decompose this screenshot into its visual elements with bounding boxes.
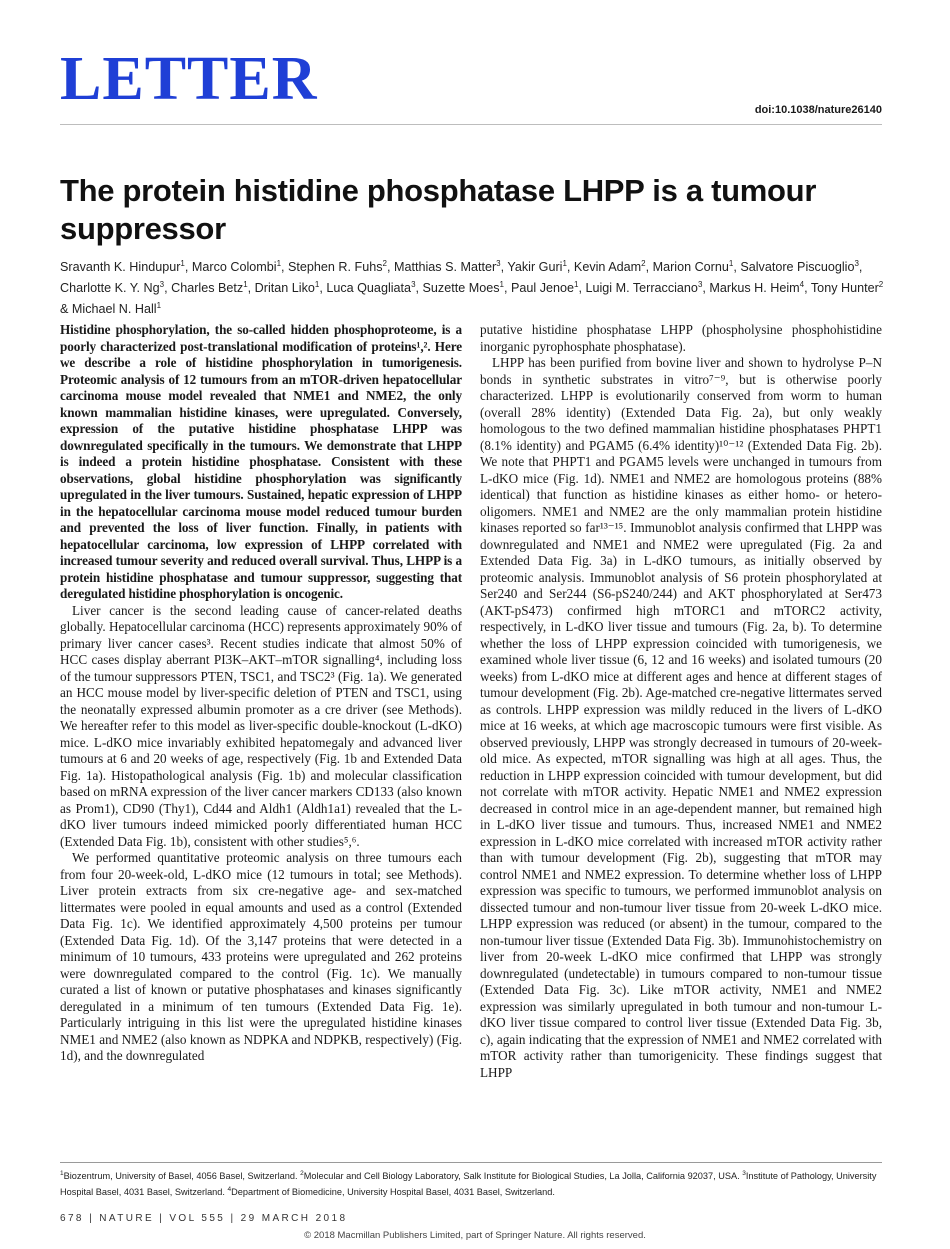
section-label: LETTER [60, 45, 318, 113]
author-name: Stephen R. Fuhs [288, 260, 383, 275]
header-divider [60, 124, 882, 125]
author-affiliation-mark: 2 [878, 280, 884, 290]
author-affiliation-mark: 1 [243, 280, 248, 290]
article-title: The protein histidine phosphatase LHPP is a tumour suppressor [60, 173, 817, 246]
author-affiliation-mark: 1 [499, 280, 504, 290]
footnote-divider [60, 1162, 882, 1163]
author-name: Charlotte K. Y. Ng [60, 281, 160, 296]
author-affiliation-mark: 2 [382, 259, 387, 268]
body-paragraph: We performed quantitative proteomic analysis on three tumours each from four 20-week-old, L-dKO mice (12 tumours in total; see Methods). Liver protein extracts from six cre-negative age- and sex-matched littermates were pooled in equal amounts and used as a control (Extended Data Fig. 1c). We identified approximately 4,500 proteins per tumour (Extended Data Fig. 1d). Of the 3,147 proteins that were detected in a minimum of 10 tumours, 433 proteins were upregulated and 262 proteins were downregulated compared to the control (Fig. 1c). We manually curated a list of known or putative phosphatases and kinases significantly deregulated in a minimum of ten tumours (Extended Data Fig. 1e). Particularly intriguing in this list were the upregulated histidine kinases NME1 and NME2 (also known as NDPKA and NDPKB, respectively) (Fig. 1d), and the downregulated [60, 850, 462, 1063]
author-affiliation-mark: 3 [411, 280, 416, 290]
author-name: Markus H. Heim [709, 281, 800, 296]
affiliation-number: 2 [300, 1170, 304, 1177]
author-name: Yakir Guri [507, 260, 563, 275]
author-name: Charles Betz [171, 281, 244, 296]
body-paragraph: LHPP has been purified from bovine liver and shown to hydrolyse P–N bonds in synthetic substrates in vitro⁷⁻⁹, but is otherwise poorly characterized. LHPP is evolutionarily conserved from worm to human (overall 28% identity) (Extended Data Fig. 2a), but only weakly homologous to the two defined mammalian histidine phosphatases PHPT1 (8.1% identity) and PGAM5 (6.4% identity)¹⁰⁻¹² (Extended Data Fig. 2b). We note that PHPT1 and PGAM5 levels were unchanged in tumours from L-dKO mice (Fig. 1d). NME1 and NME2 are homologous proteins (88% identical) that function as histidine kinases as either homo- or hetero-oligomers. NME1 and NME2 are the only mammalian protein histidine kinases reported so far¹³⁻¹⁵. Immunoblot analysis confirmed that LHPP was downregulated and NME1 and NME2 were upregulated (Fig. 2a and Extended Data Fig. 3a) in L-dKO tumours, as initially observed by proteomic analysis. Immunoblot analysis of S6 protein phosphorylated at Ser240 and Ser244 (S6-pS240/244) and AKT phosphorylated at Ser473 (AKT-pS473) confirmed high mTORC1 and mTORC2 activity, respectively, in L-dKO liver tissue and tumours (Fig. 2a, b). To determine whether the loss of LHPP expression coincided with tumorigenesis, we examined whole liver tissue (6, 12 and 16 weeks) and isolated tumours (20 weeks) from L-dKO mice at different ages and hence at different stages of tumour development (Fig. 2b). Age-matched cre-negative littermates served as controls. LHPP expression was mildly reduced in the livers of L-dKO mice at 16 weeks, at which age macroscopic tumours were first visible. As observed previously, LHPP was strongly decreased in tumours of 20-week-old mice. As expected, mTOR signalling was high at all ages. Thus, the reduction in LHPP expression coincided with tumour development, but did not correlate with mTOR activity. Hepatic NME1 and NME2 expression decreased in control mice in an age-dependent manner, but remained high in L-dKO liver tissue and tumours. Thus, increased NME1 and NME2 expression in L-dKO mice correlated with increased mTOR activity rather than with tumour development (Fig. 2b), suggesting that mTOR may control NME1 and NME2 expression. To determine whether loss of LHPP expression was specific to tumours, we performed immunoblot analysis on dissected tumour and non-tumour liver tissue from 20-week L-dKO mice. LHPP expression was reduced (or absent) in the tumour, compared to the non-tumour liver tissue (Extended Data Fig. 3b). Immunohistochemistry on liver from 20-week L-dKO mice confirmed that LHPP was strongly downregulated (undetectable) in tumours compared to non-tumour tissue (Extended Data Fig. 3c). Like mTOR activity, NME1 and NME2 expression was similarly upregulated in both tumour and non-tumour L-dKO liver tissue compared to control liver tissue (Extended Data Fig. 3b, c), again indicating that the expression of NME1 and NME2 correlated with mTOR activity rather than tumorigenicity. These findings suggest that LHPP [480, 355, 882, 1080]
body-paragraph: Liver cancer is the second leading cause of cancer-related deaths globally. Hepatocellular carcinoma (HCC) represents approximately 90% of primary liver cancer cases³. Recent studies indicate that almost 50% of HCC cases display aberrant PI3K–AKT–mTOR signalling⁴, including loss of the tumour suppressors PTEN, TSC1, and TSC2³ (Fig. 1a). We generated an HCC mouse model by liver-specific deletion of PTEN and TSC1, using the neonatally expressed albumin promoter as a cre driver (see Methods). We hereafter refer to this model as liver-specific double-knockout (L-dKO) mice. L-dKO mice invariably exhibited hepatomegaly and advanced liver tumours at 6 and 20 weeks of age, respectively (Fig. 1b and Extended Data Fig. 1a). Histopathological analysis (Fig. 1b) and molecular classification based on mRNA expression of the liver cancer markers CD133 (also known as Prom1), CD90 (Thy1), Cd44 and Aldh1 (Aldh1a1) revealed that the L-dKO liver tumours indeed mimicked poorly differentiated human HCC (Extended Data Fig. 1b), consistent with other studies⁵,⁶. [60, 602, 462, 849]
author-affiliation-mark: 1 [180, 259, 185, 268]
page-footer: 678 | NATURE | VOL 555 | 29 MARCH 2018 [60, 1213, 348, 1224]
author-name: Marion Cornu [652, 260, 729, 275]
author-affiliation-mark: 1 [574, 280, 579, 290]
copyright-notice: © 2018 Macmillan Publishers Limited, part of Springer Nature. All rights reserved. [304, 1230, 646, 1241]
author-name: Luigi M. Terracciano [585, 281, 698, 296]
affiliation-number: 1 [60, 1170, 64, 1177]
author-affiliation-mark: 3 [697, 280, 703, 290]
author-name: Michael N. Hall [71, 302, 157, 317]
affiliation-text: Institute of Pathology, University Hospital Basel, 4031 Basel, Switzerland. [60, 1171, 877, 1198]
author-name: Marco Colombi [191, 260, 277, 275]
author-name: Matthias S. Matter [393, 260, 497, 275]
author-affiliation-mark: 1 [314, 280, 320, 290]
author-name: Salvatore Piscuoglio [740, 260, 855, 275]
doi-link[interactable]: doi:10.1038/nature26140 [754, 104, 882, 116]
author-affiliation-mark: 3 [496, 259, 501, 268]
author-affiliation-mark: 1 [276, 259, 282, 268]
author-affiliation-mark: 4 [799, 280, 805, 290]
author-name: Sravanth K. Hindupur [60, 260, 181, 275]
affiliation-number: 3 [742, 1170, 746, 1177]
body-paragraph: putative histidine phosphatase LHPP (phospholysine phosphohistidine inorganic pyrophosphate phosphatase). [480, 322, 882, 354]
author-affiliation-mark: 1 [156, 301, 162, 311]
affiliation-footnote [60, 1167, 882, 1199]
author-affiliation-mark: 2 [641, 259, 646, 268]
author-list: Sravanth K. Hindupur$^1$, Marco Colombi$^1$, Stephen R. Fuhs$^2$, Matthias S. Matter$^3$, Yakir Guri$^1$, Kevin Adam$^2$, Marion Cornu$^1$, Salvatore Piscuoglio$^3$, Charlotte K. Y. Ng$^3$, Charles Betz$^1$, Dritan Liko$^1$, Luca Quagliata$^3$, Suzette Moes$^1$, Paul Jenoe$^1$, Luigi M. Terracciano$^3$, Markus H. Heim$^4$, Tony Hunter$^2$ & Michael N. Hall$^1$ [60, 259, 884, 317]
author-name: Suzette Moes [422, 281, 500, 296]
author-name: Paul Jenoe [510, 281, 575, 296]
affiliation-text: Biozentrum, University of Basel, 4056 Basel, Switzerland. [63, 1171, 298, 1182]
author-affiliation-mark: 3 [159, 280, 165, 290]
author-affiliation-mark: 3 [854, 259, 859, 268]
author-name: Luca Quagliata [326, 281, 412, 296]
author-affiliation-mark: 1 [728, 259, 734, 268]
author-name: Tony Hunter [810, 281, 879, 296]
affiliation-text: Department of Biomedicine, University Hospital Basel, 4031 Basel, Switzerland. [231, 1187, 555, 1198]
author-name: Kevin Adam [573, 260, 642, 275]
left-column [60, 322, 462, 1065]
right-column [480, 322, 882, 1081]
abstract: Histidine phosphorylation, the so-called hidden phosphoproteome, is a poorly characterized post-translational modification of proteins¹,². Here we describe a role of histidine phosphorylation in tumorigenesis. Proteomic analysis of 12 tumours from an mTOR-driven hepatocellular carcinoma mouse model revealed that NME1 and NME2, the only known mammalian histidine kinases, were upregulated. Conversely, expression of the putative histidine phosphatase LHPP was downregulated specifically in the tumours. We demonstrate that LHPP is indeed a protein histidine phosphatase. Consistent with these observations, global histidine phosphorylation was significantly upregulated in the liver tumours. Sustained, hepatic expression of LHPP in the hepatocellular carcinoma mouse model reduced tumour burden and prevented the loss of liver function. Finally, in patients with hepatocellular carcinoma, low expression of LHPP correlated with increased tumour severity and reduced overall survival. Thus, LHPP is a protein histidine phosphatase and tumour suppressor, suggesting that deregulated histidine phosphorylation is oncogenic. [60, 322, 462, 601]
author-name: Dritan Liko [254, 281, 315, 296]
affiliation-text: Molecular and Cell Biology Laboratory, Salk Institute for Biological Studies, La Jolla, California 92037, USA. [303, 1171, 740, 1182]
author-affiliation-mark: 1 [562, 259, 567, 268]
affiliation-number: 4 [227, 1186, 232, 1194]
